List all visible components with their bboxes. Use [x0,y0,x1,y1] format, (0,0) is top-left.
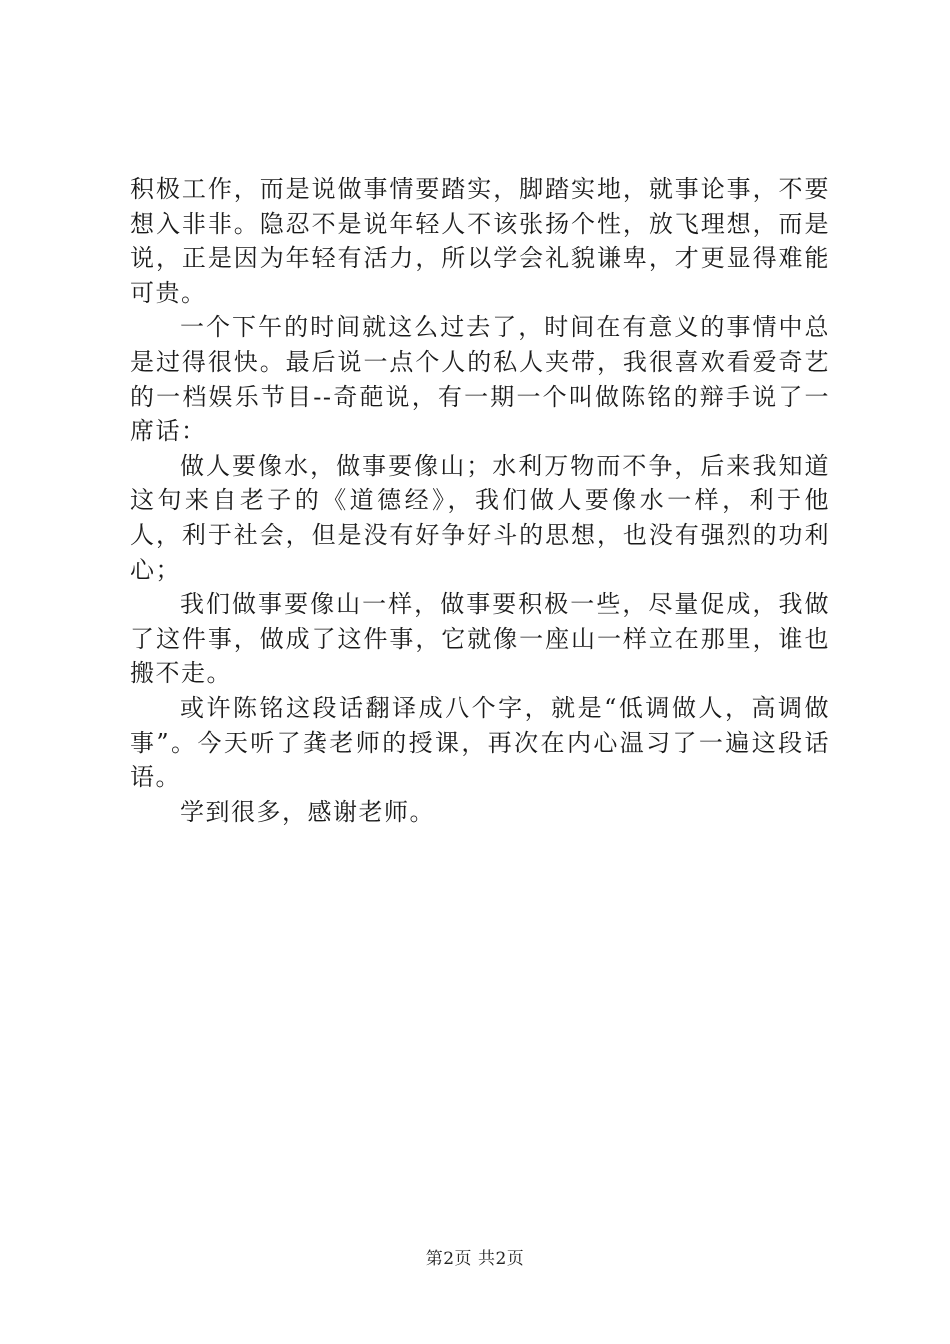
paragraph-4: 我们做事要像山一样，做事要积极一些，尽量促成，我做了这件事，做成了这件事，它就像一座山一样立在那里，谁也搬不走。 [130,590,830,688]
paragraph-2: 一个下午的时间就这么过去了，时间在有意义的事情中总是过得很快。最后说一点个人的私人夹带，我很喜欢看爱奇艺的一档娱乐节目--奇葩说，有一期一个叫做陈铭的辩手说了一席话： [130,313,830,446]
paragraph-5: 或许陈铭这段话翻译成八个字，就是“低调做人，高调做事”。今天听了龚老师的授课，再次在内心温习了一遍这段话语。 [130,693,830,792]
paragraph-3: 做人要像水，做事要像山；水利万物而不争，后来我知道这句来自老子的《道德经》，我们做人要像水一样，利于他人，利于社会，但是没有好争好斗的思想，也没有强烈的功利心； [130,451,830,584]
document-body [130,172,830,829]
paragraph-6: 学到很多，感谢老师。 [180,797,435,826]
page-number-footer: 第2页 共2页 [425,1249,525,1269]
paragraph-1: 积极工作，而是说做事情要踏实，脚踏实地，就事论事，不要想入非非。隐忍不是说年轻人不该张扬个性，放飞理想，而是说，正是因为年轻有活力，所以学会礼貌谦卑，才更显得难能可贵。 [130,175,830,307]
